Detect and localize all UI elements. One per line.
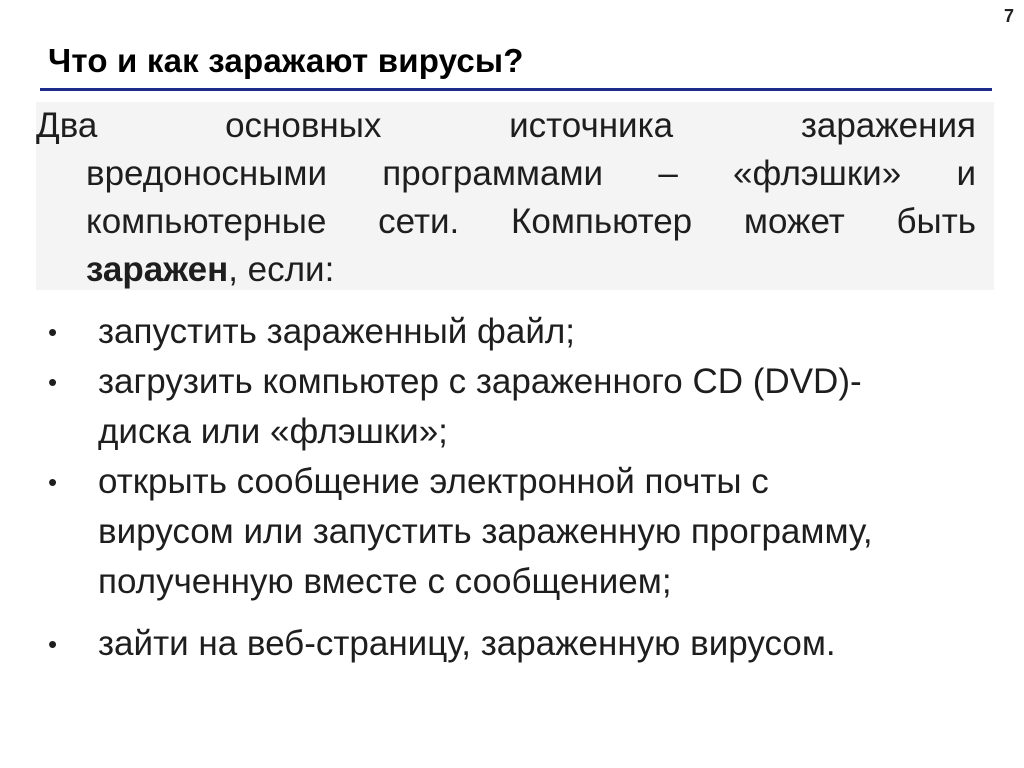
intro-word: может <box>743 202 845 241</box>
bullet-marker: • <box>48 367 58 397</box>
intro-word: заражения <box>800 106 976 145</box>
bullet-marker: • <box>48 467 58 497</box>
bullet-line: открыть сообщение электронной почты с <box>98 462 769 501</box>
bullet-line: полученную вместе с сообщением; <box>98 562 672 601</box>
intro-word: программами <box>382 154 604 193</box>
bullet-line: загрузить компьютер с зараженного CD (DVD)- <box>98 362 862 401</box>
slide-title: Что и как заражают вирусы? <box>48 42 524 79</box>
intro-text: , если: <box>228 250 335 289</box>
bullet-line: запустить зараженный файл; <box>98 312 576 351</box>
intro-word: сети. <box>378 202 460 241</box>
intro-word: источника <box>509 106 674 145</box>
intro-word: вредоносными <box>86 154 328 193</box>
intro-word: и <box>956 154 976 193</box>
bullet-line: зайти на веб-страницу, зараженную вирусом. <box>98 624 836 663</box>
intro-word: Два <box>36 106 98 145</box>
bullet-marker: • <box>48 629 58 659</box>
intro-word: «флэшки» <box>733 154 902 193</box>
intro-line-4 <box>86 250 334 290</box>
intro-word: компьютерные <box>86 202 327 241</box>
intro-word: быть <box>896 202 976 241</box>
intro-line-2 <box>86 154 976 194</box>
title-underline <box>40 88 992 91</box>
page-number: 7 <box>1003 6 1014 26</box>
intro-word: основных <box>225 106 382 145</box>
intro-word: – <box>658 154 678 193</box>
intro-word: Компьютер <box>511 202 693 241</box>
intro-emphasis: заражен <box>86 250 229 289</box>
intro-line-1 <box>36 106 976 146</box>
intro-line-3 <box>86 202 976 242</box>
bullet-line: вирусом или запустить зараженную программу, <box>98 512 873 551</box>
bullet-line: диска или «флэшки»; <box>98 412 448 451</box>
bullet-marker: • <box>48 317 58 347</box>
